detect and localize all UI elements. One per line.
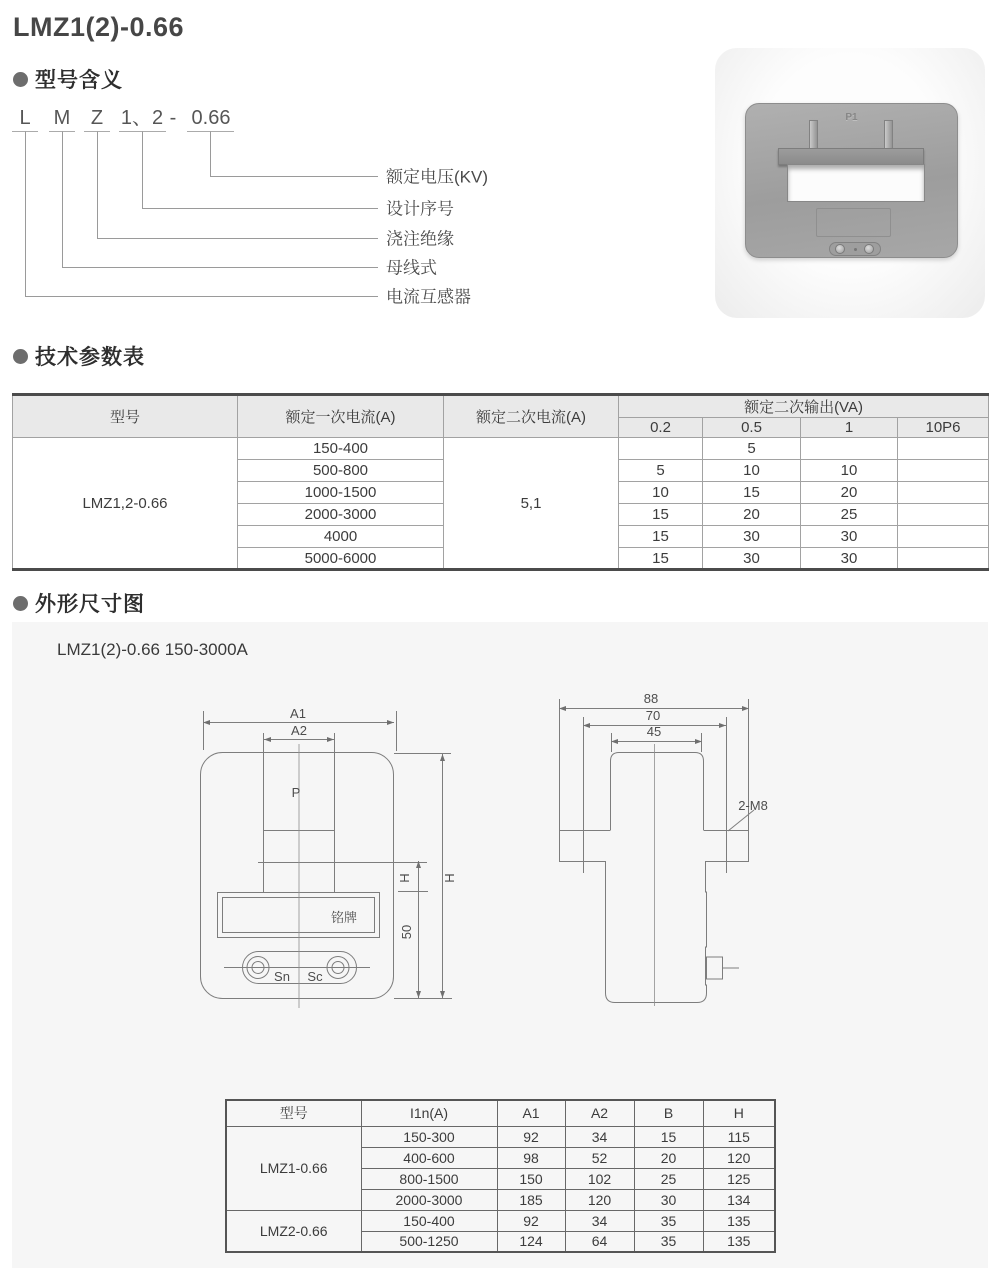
busbar-pin-left bbox=[809, 120, 818, 150]
t2-model-lmz1: LMZ1-0.66 bbox=[226, 1126, 361, 1210]
t2-model-lmz2: LMZ2-0.66 bbox=[226, 1210, 361, 1252]
side-view-drawing bbox=[530, 680, 810, 1020]
p-terminal-label: P bbox=[291, 785, 301, 800]
output-value: 10 bbox=[619, 482, 703, 504]
code-part-L: L bbox=[19, 107, 31, 129]
output-value: 15 bbox=[619, 504, 703, 526]
t2-cell: 34 bbox=[565, 1210, 634, 1231]
dimensions-panel bbox=[12, 622, 988, 1268]
t2-cell: 150 bbox=[497, 1168, 565, 1189]
output-value bbox=[898, 504, 989, 526]
front-view-drawing bbox=[180, 690, 470, 1020]
t2-header-model: 型号 bbox=[226, 1100, 361, 1126]
primary-range: 500-800 bbox=[238, 460, 444, 482]
t2-cell: 98 bbox=[497, 1147, 565, 1168]
code-label-rated-voltage: 额定电压(KV) bbox=[386, 167, 488, 187]
code-part-design: 1、2 bbox=[120, 107, 164, 129]
output-value: 15 bbox=[619, 548, 703, 570]
output-value bbox=[619, 438, 703, 460]
transformer-body bbox=[745, 103, 958, 258]
p1-marking: P1 bbox=[845, 112, 858, 123]
col-header-model: 型号 bbox=[13, 395, 238, 438]
code-part-Z: Z bbox=[90, 107, 104, 129]
section-title: 技术参数表 bbox=[35, 346, 145, 369]
output-value: 30 bbox=[703, 526, 801, 548]
terminal-dot-icon bbox=[854, 248, 857, 251]
t2-cell: 135 bbox=[703, 1231, 775, 1252]
t2-cell: 2000-3000 bbox=[361, 1189, 497, 1210]
t2-cell: 92 bbox=[497, 1126, 565, 1147]
dim-50-label: 50 bbox=[399, 924, 414, 940]
output-value: 10 bbox=[703, 460, 801, 482]
output-value bbox=[801, 438, 898, 460]
model-cell: LMZ1,2-0.66 bbox=[13, 438, 238, 570]
t2-cell: 64 bbox=[565, 1231, 634, 1252]
t2-cell: 134 bbox=[703, 1189, 775, 1210]
output-value bbox=[898, 526, 989, 548]
output-value bbox=[898, 438, 989, 460]
busbar-clamp bbox=[778, 148, 924, 165]
output-value: 30 bbox=[801, 548, 898, 570]
sn-terminal-label: Sn bbox=[274, 969, 290, 984]
col-header-class-0-2: 0.2 bbox=[619, 418, 703, 438]
primary-range: 1000-1500 bbox=[238, 482, 444, 504]
t2-cell: 120 bbox=[565, 1189, 634, 1210]
bullet-icon bbox=[13, 349, 28, 364]
terminal-strip bbox=[829, 242, 881, 256]
section-heading-dimensions bbox=[13, 591, 145, 615]
output-value: 30 bbox=[801, 526, 898, 548]
t2-header-a1: A1 bbox=[497, 1100, 565, 1126]
output-value bbox=[898, 548, 989, 570]
t2-cell: 124 bbox=[497, 1231, 565, 1252]
t2-cell: 400-600 bbox=[361, 1147, 497, 1168]
t2-cell: 115 bbox=[703, 1126, 775, 1147]
t2-cell: 30 bbox=[634, 1189, 703, 1210]
primary-range: 2000-3000 bbox=[238, 504, 444, 526]
dimensions-table bbox=[225, 1099, 776, 1253]
output-value: 5 bbox=[619, 460, 703, 482]
output-value: 5 bbox=[703, 438, 801, 460]
product-photo-card bbox=[715, 48, 985, 318]
secondary-current-cell: 5,1 bbox=[444, 438, 619, 570]
output-value: 20 bbox=[703, 504, 801, 526]
nameplate-recess bbox=[816, 208, 891, 237]
page-title: LMZ1(2)-0.66 bbox=[13, 12, 185, 42]
t2-cell: 135 bbox=[703, 1210, 775, 1231]
output-value bbox=[898, 460, 989, 482]
section-heading-model-meaning bbox=[13, 67, 123, 91]
col-header-secondary-current: 额定二次电流(A) bbox=[444, 395, 619, 438]
t2-header-a2: A2 bbox=[565, 1100, 634, 1126]
primary-range: 5000-6000 bbox=[238, 548, 444, 570]
t2-cell: 15 bbox=[634, 1126, 703, 1147]
busbar-window bbox=[787, 164, 925, 202]
t2-cell: 92 bbox=[497, 1210, 565, 1231]
bolt-2m8-label: 2-M8 bbox=[738, 798, 768, 813]
primary-range: 150-400 bbox=[238, 438, 444, 460]
primary-range: 4000 bbox=[238, 526, 444, 548]
col-header-primary-current: 额定一次电流(A) bbox=[238, 395, 444, 438]
col-header-class-10p6: 10P6 bbox=[898, 418, 989, 438]
dim-h-outer-label: H bbox=[442, 873, 457, 883]
terminal-screw-icon bbox=[835, 244, 845, 254]
bullet-icon bbox=[13, 72, 28, 87]
busbar-pin-right bbox=[884, 120, 893, 150]
output-value: 10 bbox=[801, 460, 898, 482]
t2-cell: 34 bbox=[565, 1126, 634, 1147]
code-label-cast-insulation: 浇注绝缘 bbox=[386, 229, 454, 249]
col-header-rated-output: 额定二次输出(VA) bbox=[619, 395, 989, 418]
dim-a1-label: A1 bbox=[290, 706, 306, 721]
t2-cell: 800-1500 bbox=[361, 1168, 497, 1189]
output-value: 20 bbox=[801, 482, 898, 504]
dim-70-label: 70 bbox=[645, 708, 661, 723]
output-value: 15 bbox=[703, 482, 801, 504]
code-label-design-serial: 设计序号 bbox=[386, 199, 454, 219]
section-title: 型号含义 bbox=[35, 69, 123, 92]
model-code-diagram bbox=[0, 100, 560, 320]
t2-cell: 120 bbox=[703, 1147, 775, 1168]
dim-45-label: 45 bbox=[646, 724, 662, 739]
output-value: 30 bbox=[703, 548, 801, 570]
tech-params-table bbox=[12, 393, 989, 571]
col-header-class-0-5: 0.5 bbox=[703, 418, 801, 438]
code-label-current-transformer: 电流互感器 bbox=[386, 287, 471, 307]
t2-cell: 125 bbox=[703, 1168, 775, 1189]
t2-cell: 150-400 bbox=[361, 1210, 497, 1231]
t2-cell: 185 bbox=[497, 1189, 565, 1210]
dim-h-inner-label: H bbox=[397, 873, 412, 883]
t2-cell: 35 bbox=[634, 1231, 703, 1252]
section-title: 外形尺寸图 bbox=[35, 593, 145, 616]
sc-terminal-label: Sc bbox=[307, 969, 323, 984]
t2-cell: 500-1250 bbox=[361, 1231, 497, 1252]
t2-cell: 102 bbox=[565, 1168, 634, 1189]
code-label-busbar-type: 母线式 bbox=[386, 258, 437, 278]
t2-header-b: B bbox=[634, 1100, 703, 1126]
output-value bbox=[898, 482, 989, 504]
output-value: 25 bbox=[801, 504, 898, 526]
code-connector-lines bbox=[26, 132, 379, 297]
t2-header-i1n: I1n(A) bbox=[361, 1100, 497, 1126]
output-value: 15 bbox=[619, 526, 703, 548]
terminal-screw-icon bbox=[864, 244, 874, 254]
t2-cell: 25 bbox=[634, 1168, 703, 1189]
section-heading-tech-params bbox=[13, 344, 145, 368]
bullet-icon bbox=[13, 596, 28, 611]
code-part-dash: - bbox=[169, 107, 177, 129]
col-header-class-1: 1 bbox=[801, 418, 898, 438]
dim-88-label: 88 bbox=[643, 691, 659, 706]
t2-cell: 35 bbox=[634, 1210, 703, 1231]
code-part-M: M bbox=[53, 107, 71, 129]
code-part-voltage: 0.66 bbox=[191, 107, 231, 129]
t2-cell: 150-300 bbox=[361, 1126, 497, 1147]
drawing-title: LMZ1(2)-0.66 150-3000A bbox=[57, 640, 248, 659]
nameplate-label: 铭牌 bbox=[330, 910, 358, 925]
t2-cell: 20 bbox=[634, 1147, 703, 1168]
t2-cell: 52 bbox=[565, 1147, 634, 1168]
dim-a2-label: A2 bbox=[291, 723, 307, 738]
t2-header-h: H bbox=[703, 1100, 775, 1126]
